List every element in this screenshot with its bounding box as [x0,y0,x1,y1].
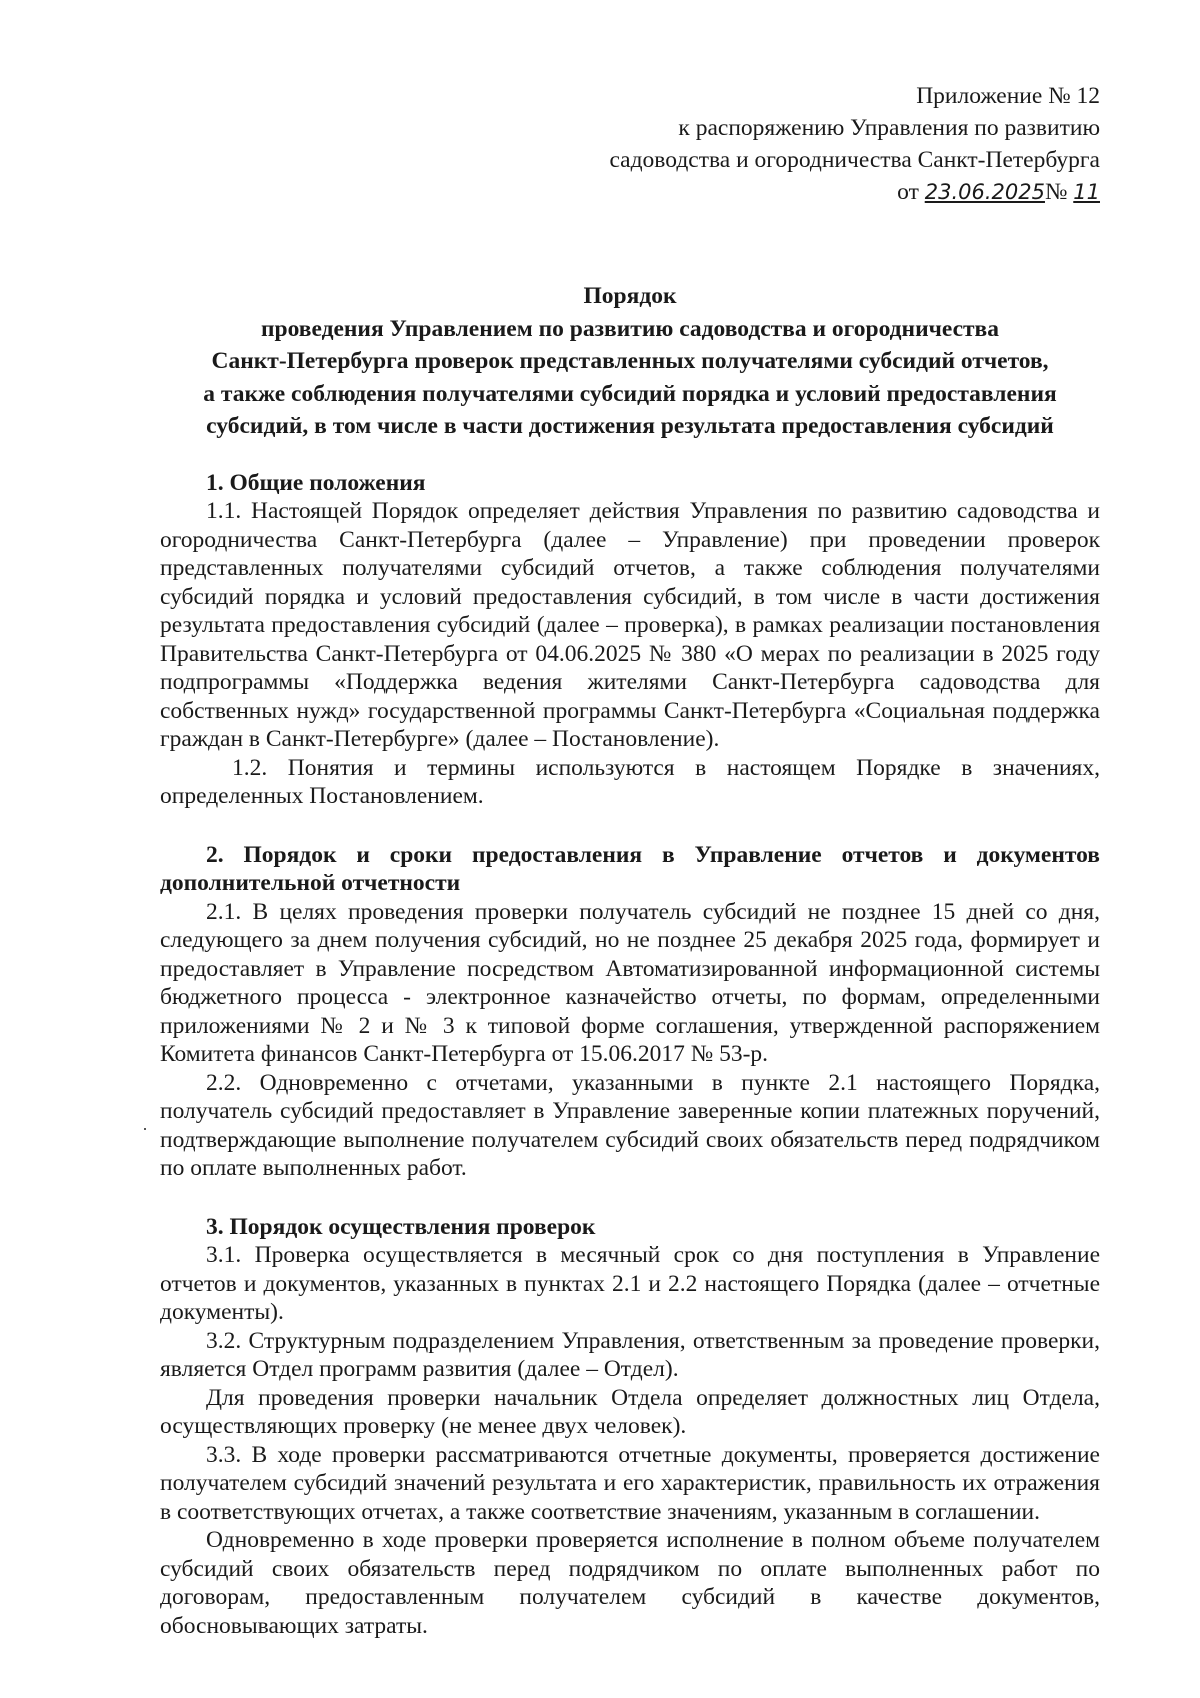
section-1-heading: 1. Общие положения [206,469,426,496]
section-2 [160,841,1100,1183]
document-title [160,280,1100,443]
number-prefix: № [1044,179,1074,205]
title-line-4: а также соблюдения получателями субсидий порядка и условий предоставления [203,380,1057,407]
appendix-order-line: к распоряжению Управления по развитию [678,115,1100,141]
title-line-2: проведения Управлением по развитию садоводства и огородничества [260,315,999,342]
paragraph-1-2: 1.2. Понятия и термины используются в настоящем Порядке в значениях, определенных Постановлением. [160,754,1100,809]
appendix-authority-line: садоводства и огородничества Санкт-Петербурга [609,147,1100,173]
date-prefix: от [897,179,925,205]
handwritten-date: 23.06.2025 [924,180,1045,204]
appendix-number: Приложение № 12 [916,83,1100,109]
handwritten-number: 11 [1073,180,1100,204]
appendix-header [160,80,1100,208]
paragraph-1-1: 1.1. Настоящей Порядок определяет действия Управления по развитию садоводства и огородничества Санкт-Петербурга (далее – Управление) при проведении проверок представленных получателями субсидий отчетов, а также соблюдения получателями субсидий порядка и условий предоставления субсидий, в том числе в части достижения результата предоставления субсидий (далее – проверка), в рамках реализации постановления Правительства Санкт-Петербурга от 04.06.2025 № 380 «О мерах по реализации в 2025 году подпрограммы «Поддержка ведения жителями Санкт-Петербурга садоводства для собственных нужд» государственной программы Санкт-Петербурга «Социальная поддержка граждан в Санкт-Петербурге» (далее – Постановление). [160,498,1100,752]
title-line-5: субсидий, в том числе в части достижения результата предоставления субсидий [206,413,1054,439]
paragraph-3-2: 3.2. Структурным подразделением Управления, ответственным за проведение проверки, является Отдел программ развития (далее – Отдел). [160,1327,1100,1382]
paragraph-2-2: 2.2. Одновременно с отчетами, указанными в пункте 2.1 настоящего Порядка, получатель субсидий предоставляет в Управление заверенные копии платежных поручений, подтверждающие выполнение получателем субсидий своих обязательств перед подрядчиком по оплате выполненных работ. [160,1069,1100,1181]
paragraph-3-3-extra: Одновременно в ходе проверки проверяется исполнение в полном объеме получателем субсидий своих обязательств перед подрядчиком по оплате выполненных работ по договорам, предоставленным получателем субсидий в качестве документов, обосновывающих затраты. [160,1527,1100,1639]
section-2-heading: 2. Порядок и сроки предоставления в Управление отчетов и документов дополнительной отчетности [160,841,1100,896]
section-3-heading: 3. Порядок осуществления проверок [206,1213,596,1240]
paragraph-2-1: 2.1. В целях проведения проверки получатель субсидий не позднее 15 дней со дня, следующего за днем получения субсидий, но не позднее 25 декабря 2025 года, формирует и предоставляет в Управление посредством Автоматизированной информационной системы бюджетного процесса - электронное казначейство отчеты, по формам, определенными приложениями № 2 и № 3 к типовой форме соглашения, утвержденной распоряжением Комитета финансов Санкт-Петербурга от 15.06.2017 № 53-р. [160,898,1100,1067]
section-3 [160,1213,1100,1641]
paragraph-3-1: 3.1. Проверка осуществляется в месячный срок со дня поступления в Управление отчетов и документов, указанных в пунктах 2.1 и 2.2 настоящего Порядка (далее – отчетные документы). [160,1242,1100,1325]
appendix-date-line [160,176,1100,208]
paragraph-3-2-extra: Для проведения проверки начальник Отдела определяет должностных лиц Отдела, осуществляющих проверку (не менее двух человек). [160,1384,1100,1439]
title-line-3: Санкт-Петербурга проверок представленных получателями субсидий отчетов, [211,348,1049,374]
title-line-1: Порядок [583,283,677,309]
paragraph-3-3: 3.3. В ходе проверки рассматриваются отчетные документы, проверяется достижение получателем субсидий значений результата и его характеристик, правильность их отражения в соответствующих отчетах, а также соответствие значениям, указанным в соглашении. [160,1441,1100,1525]
section-1 [160,469,1100,811]
scan-speck [144,1128,146,1130]
